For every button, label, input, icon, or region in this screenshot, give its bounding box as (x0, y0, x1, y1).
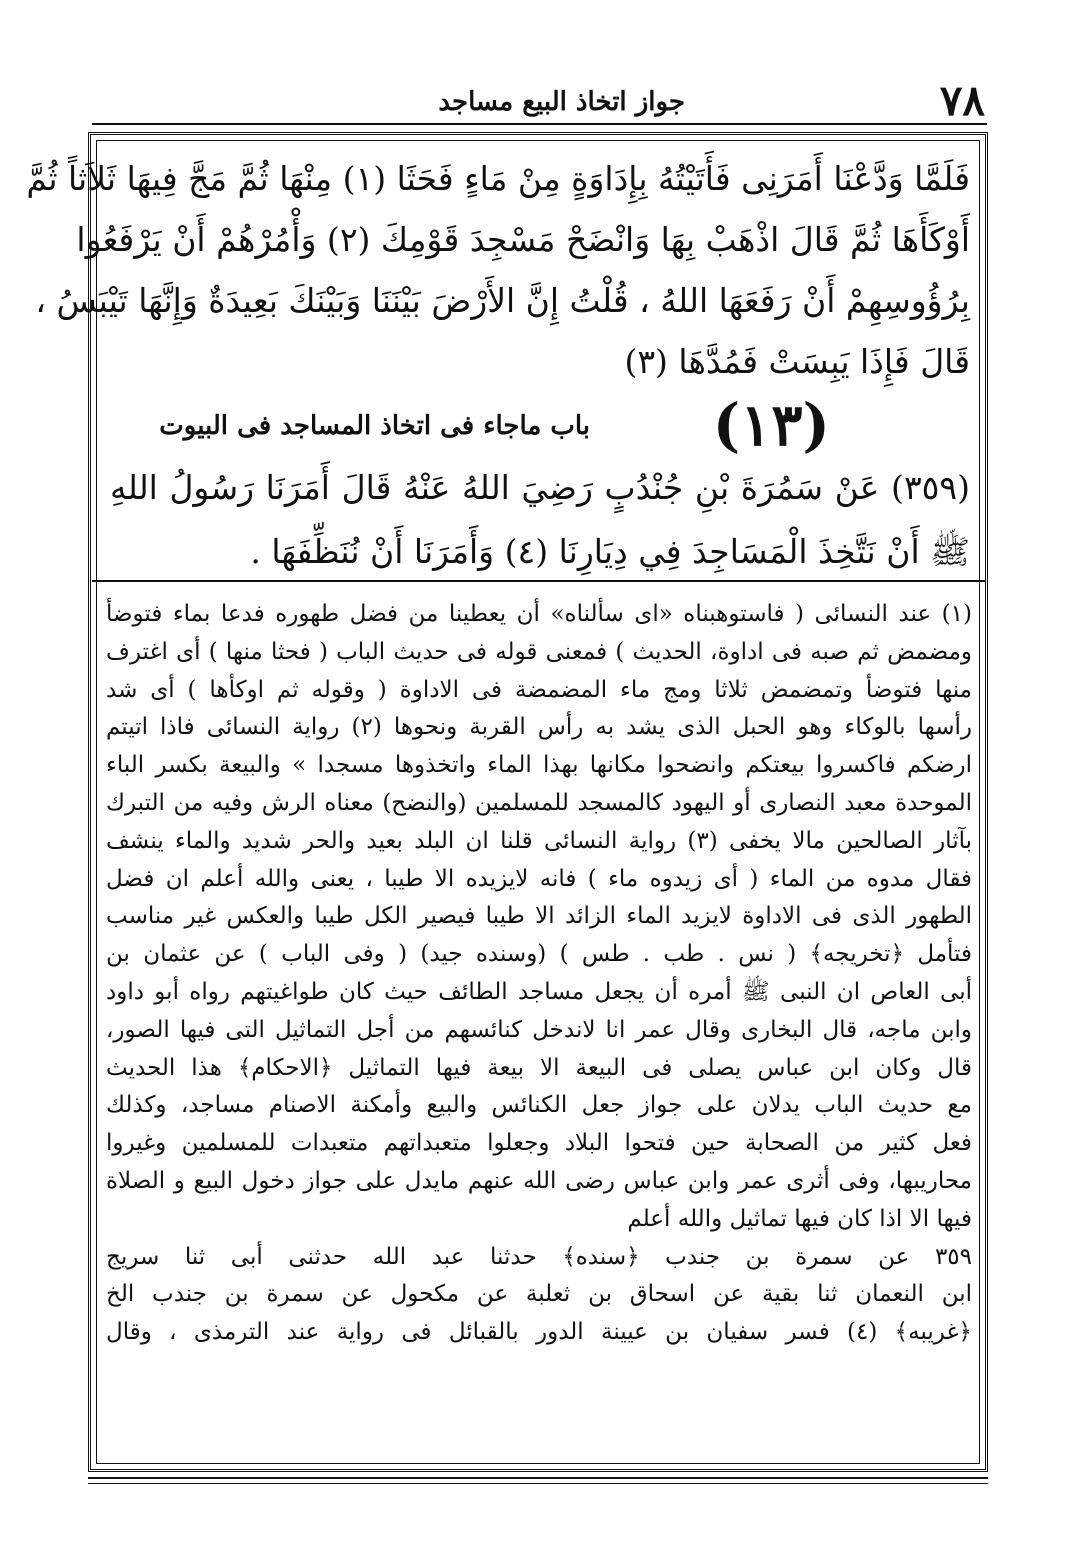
footnote-line: الموحدة معبد النصارى أو اليهود كالمسجد للمسلمين (والنضح) معناه الرش وفيه من التبرك (106, 789, 972, 816)
hadith-line: بِرُؤُوسِهِمْ أَنْ رَفَعَهَا اللهُ ، قُلْتُ إِنَّ الأَرْضَ بَيْنَنَا وَبَيْنَكَ بَعِيدَةٌ وَإِنَّهَا تَيْبَسُ ، (35, 281, 970, 320)
footnote-line: أبى العاص ان النبى ﷺ أمره أن يجعل مساجد الطائف حيث كان طواغيتهم رواه أبو داود (106, 978, 972, 1005)
footnote-line: محاريبها، وفى أثرى عمر وابن عباس رضى الله عنهم مايدل على جواز دخول البيع و الصلاة (106, 1167, 972, 1194)
footnote-line: فيها الا اذا كان فيها تماثيل والله أعلم (627, 1205, 972, 1232)
chapter-heading (110, 391, 970, 464)
footnote-line: فقال مدوه من الماء ( أى زيدوه ماء ) فانه لايزيده الا طيبا ، يعنى والله أعلم ان فضل (106, 865, 972, 892)
footnote-line: فتأمل ﴿تخريجه﴾ ( نس . طب . طس ) (وسنده جيد) ( وفى الباب ) عن عثمان بن (106, 941, 972, 968)
footnote-line: ابن النعمان ثنا بقية عن اسحاق بن ثعلبة عن مكحول عن سمرة بن جندب الخ (106, 1281, 972, 1308)
hadith-text (26, 148, 970, 392)
footnotes (106, 596, 972, 1352)
bottom-rule-thin (88, 1483, 988, 1484)
footnote-line: قال وكان ابن عباس يصلى فى البيعة الا بيعة فيها التماثيل ﴿الاحكام﴾ هذا الحديث (106, 1054, 972, 1081)
header-rule (92, 123, 987, 125)
hadith-359 (110, 456, 970, 584)
footnote-line: فعل كثير من الصحابة حين فتحوا البلاد وجعلوا متعبداتهم متعبدات للمسلمين وغيروا (106, 1130, 972, 1157)
footnote-line: وابن ماجه، قال البخارى وقال عمر انا لاندخل كنائسهم من أجل التماثيل التى فيها الصور، (106, 1016, 972, 1043)
footnote-line: ٣٥٩ عن سمرة بن جندب ﴿سنده﴾ حدثنا عبد الله حدثنى أبى ثنا سريج (106, 1243, 972, 1270)
bottom-rule (88, 1477, 988, 1479)
running-title: جواز اتخاذ البيع مساجد (438, 87, 685, 117)
hadith-line: ﷺ أَنْ نَتَّخِذَ الْمَسَاجِدَ فِي دِيَارِنَا (٤) وَأَمَرَنَا أَنْ نُنَظِّفَهَا . (250, 532, 970, 571)
page-header (95, 78, 985, 124)
footnote-line: منها فتوضأ وتمضمض ثلاثا ومج ماء المضمضة فى الاداوة ( وقوله ثم اوكأها ) أى شد (106, 676, 972, 703)
hadith-line: أَوْكَأَهَا ثُمَّ قَالَ اذْهَبْ بِهَا وَانْضَحْ مَسْجِدَ قَوْمِكَ (٢) وَأْمُرْهُمْ أَنْ يَرْفَعُوا (76, 220, 970, 259)
footnote-divider (92, 580, 985, 582)
footnote-line: رأسها بالوكاء وهو الحبل الذى يشد به رأس القربة ونحوها (٢) رواية النسائى فاذا اتيتم (106, 714, 972, 741)
chapter-title: باب ماجاء فى اتخاذ المساجد فى البيوت (159, 411, 590, 441)
hadith-line: قَالَ فَإِذَا يَبِسَتْ فَمُدَّهَا (٣) (624, 342, 970, 381)
page-number: ٧٨ (939, 76, 985, 125)
footnote-line: (١) عند النسائى ( فاستوهبناه «اى سألناه» أن يعطينا من فضل طهوره فدعا بماء فتوضأ (106, 601, 972, 627)
footnote-line: ومضمض ثم صبه فى اداوة، الحديث ) فمعنى قوله فى حديث الباب ( فحثا منها ) أى اغترف (106, 638, 972, 665)
chapter-number: (١٣) (712, 391, 830, 459)
footnote-line: الطهور الذى فى الاداوة لايزيد الماء الزائد الا طيبا فيصير الكل طيبا والعكس غير مناسب (106, 903, 972, 930)
hadith-line: (٣٥٩) عَنْ سَمُرَةَ بْنِ جُنْدُبٍ رَضِيَ اللهُ عَنْهُ قَالَ أَمَرَنَا رَسُولُ اللهِ (110, 468, 970, 507)
footnote-line: ﴿غريبه﴾ (٤) فسر سفيان بن عيينة الدور بالقبائل فى رواية عند الترمذى ، وقال (106, 1319, 972, 1346)
footnote-line: بآثار الصالحين مالا يخفى (٣) رواية النسائى قلنا ان البلد بعيد والحر شديد والماء ينشف (106, 827, 973, 854)
hadith-line: فَلَمَّا وَدَّعْنَا أَمَرَنِى فَأَتَيْتُهُ بِإِدَاوَةٍ مِنْ مَاءٍ فَحَثَا (١) مِنْهَا ثُمَّ مَجَّ فِيهَا ثَلاَثاً ثُمَّ (26, 159, 970, 198)
footnote-line: مع حديث الباب يدلان على جواز جعل الكنائس والبيع وأمكنة الاصنام مساجد، وكذلك (106, 1092, 972, 1119)
footnote-line: ارضكم فاكسروا بيعتكم وانضحوا مكانها بهذا الماء واتخذوها مسجدا » والبيعة بكسر الباء (106, 752, 972, 779)
